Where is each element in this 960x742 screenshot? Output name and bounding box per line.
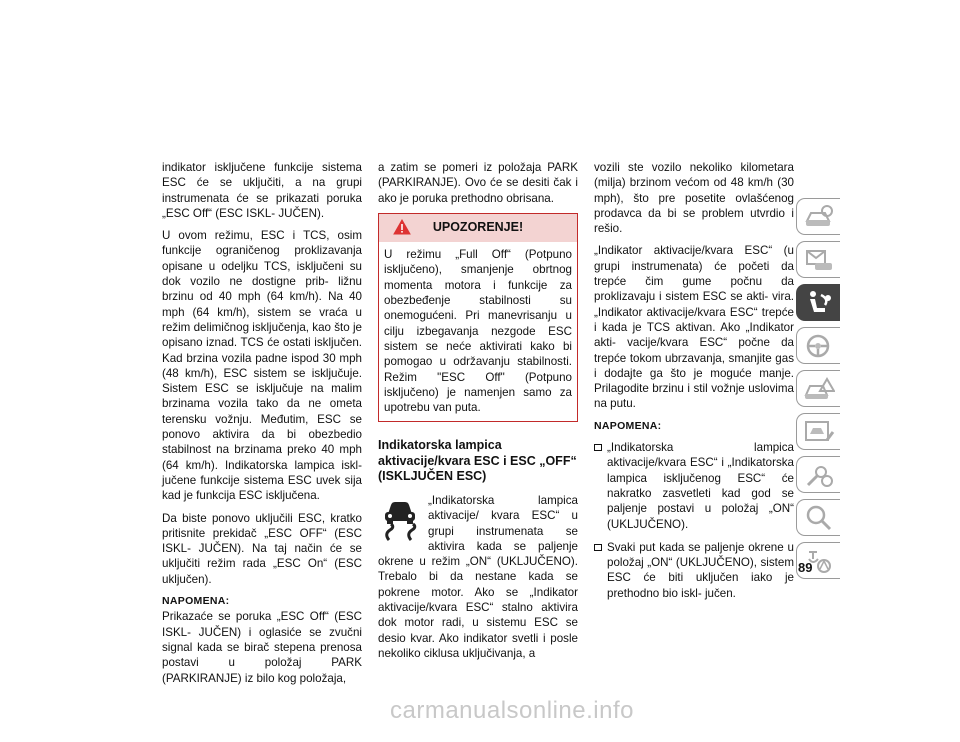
tab-airbag-seat[interactable] — [796, 284, 840, 321]
envelope-car-icon — [803, 246, 835, 274]
paragraph: Prikazaće se poruka „ESC Off“ (ESC ISKL- JUČEN) i oglasiće se zvučni signal kada se birač stepena prenosa postavi u položaj PARK (PARKIRANJE) iz bilo kog položaja, — [162, 610, 362, 685]
warning-header — [379, 214, 577, 242]
tab-search[interactable] — [796, 499, 840, 536]
steering-wheel-icon — [803, 332, 835, 360]
warning-title: UPOZORENJE! — [432, 219, 524, 234]
tab-envelope-car[interactable] — [796, 241, 840, 278]
bullet-item — [594, 440, 794, 532]
bullet-text: „Indikatorska lampica aktivacije/kvara ESC“ i „Indikatorska lampica isključenog ESC“ će nakratko zasvetleti kad god se paljenje postavi u položaj „ON“ (UKLJUČENO). — [607, 441, 794, 531]
esc-car-skid-icon — [378, 496, 422, 542]
paragraph: „Indikatorska lampica aktivacije/ kvara ESC“ u grupi instrumenata se aktivira kada se paljenje okrene u režim „ON“ (UKLJUČENO). Trebalo bi da nestane kada se pokrene motor. Ako se „Indikator aktivacije/kvara ESC“ stalno aktivira dok motor radi, u sistemu ESC se desio kvar. Ako indikator svetli i posle nekoliko ciklusa uključivanja, a — [378, 493, 578, 660]
tab-car-dashboard[interactable] — [796, 198, 840, 235]
note-heading: NAPOMENA: — [162, 595, 230, 608]
wrench-gauge-icon — [803, 461, 835, 489]
tab-steering-wheel[interactable] — [796, 327, 840, 364]
airbag-seat-icon — [803, 289, 835, 317]
bullet-item — [594, 540, 794, 601]
paragraph: vozili ste vozilo nekoliko kilometara (milja) brzinom većom od 48 km/h (30 mph), što pre posetite ovlašćenog prodavca da bi se problem utvrdio i rešio. — [594, 161, 794, 236]
paragraph: „Indikator aktivacije/kvara ESC“ (u grupi instrumenata) će početi da trepće čim gume počnu da proklizavaju i sistem ESC se akti- vira. „Indikator aktivacije/kvara ESC“ trepće i kada je TCS aktivan. Ako „Indikator akti- vacije/kvara ESC“ počne da trepće tokom ubrzavanja, smanjite gas i dodajte ga što je moguće manje. Prilagodite brzinu i stil vožnje uslovima na putu. — [594, 244, 794, 411]
column-right — [594, 160, 794, 609]
car-warning-icon — [803, 375, 835, 403]
page-number: 89 — [798, 560, 813, 575]
magnifier-icon — [803, 504, 835, 532]
car-service-icon — [803, 418, 835, 446]
paragraph: a zatim se pomeri iz položaja PARK (PARKIRANJE). Ovo će se desiti čak i ako je poruka prethodno obrisana. — [378, 161, 578, 205]
tab-wrench-gauge[interactable] — [796, 456, 840, 493]
bullet-text: Svaki put kada se paljenje okrene u položaj „ON“ (UKLJUČENO), sistem ESC će biti uključen iako je prethodno bio iskl- jučen. — [607, 540, 794, 600]
warning-triangle-icon — [393, 219, 411, 235]
column-left — [162, 160, 362, 693]
car-dashboard-icon — [803, 203, 835, 231]
column-middle — [378, 160, 578, 661]
tab-car-warning[interactable] — [796, 370, 840, 407]
chapter-tabs — [796, 198, 842, 585]
paragraph: indikator isključene funkcije sistema ESC će se uključiti, a na grupi instrumenata će se prikazati poruka „ESC Off“ (ESC ISKL- JUČEN). — [162, 161, 362, 220]
paragraph: Da biste ponovo uključili ESC, kratko pritisnite prekidač „ESC OFF“ (ESC ISKL- JUČEN). Na taj način će se uključiti režim rada „ESC On“ (ESC uključen). — [162, 511, 362, 586]
warning-box — [378, 213, 578, 423]
section-title: Indikatorska lampica aktivacije/kvara ESC i ESC „OFF“ (ISKLJUČEN ESC) — [378, 438, 577, 484]
footer-watermark: carmanualsonline.info — [390, 697, 634, 724]
note-heading: NAPOMENA: — [594, 419, 662, 432]
tab-car-service[interactable] — [796, 413, 840, 450]
warning-body: U režimu „Full Off“ (Potpuno isključeno), smanjenje obrtnog momenta motora i funkcije za obezbeđenje stabilnosti su onemogućeni. Pri manevrisanju u cilju izbegavanja nezgode ESC sistem se neće aktivirati kako bi pomogao u održavanju stabilnosti. Režim "ESC Off" (Potpuno isključeno) je namenjen samo za upotrebu van puta. — [384, 248, 572, 415]
checkbox-bullet-icon — [594, 544, 602, 551]
icon-paragraph — [378, 493, 578, 661]
checkbox-bullet-icon — [594, 444, 602, 451]
paragraph: U ovom režimu, ESC i TCS, osim funkcije ograničenog proklizavanja opisane u odeljku TCS, isključeni su dok vozilo ne dostigne prib- ližnu brzinu od 40 mph (64 km/h). Na 40 mph (64 km/h), sistem se vraća u režim delimičnog isključenja, kao što je opisano iznad. TCS će ostati isključen. Kad brzina vozila padne ispod 30 mph (48 km/h), ESC sistem se isključuje. Sistem ESC se isključuje na malim brzinama vozila tako da ne ometa terensku vožnju. Međutim, ESC se ponovo aktivira da bi obezbedio stabilnost na brzinama preko 40 mph (64 km/h). Indikatorska lampica iskl- jučene funkcije sistema ESC uvek sija kad je funkcija ESC isključena. — [162, 229, 362, 503]
